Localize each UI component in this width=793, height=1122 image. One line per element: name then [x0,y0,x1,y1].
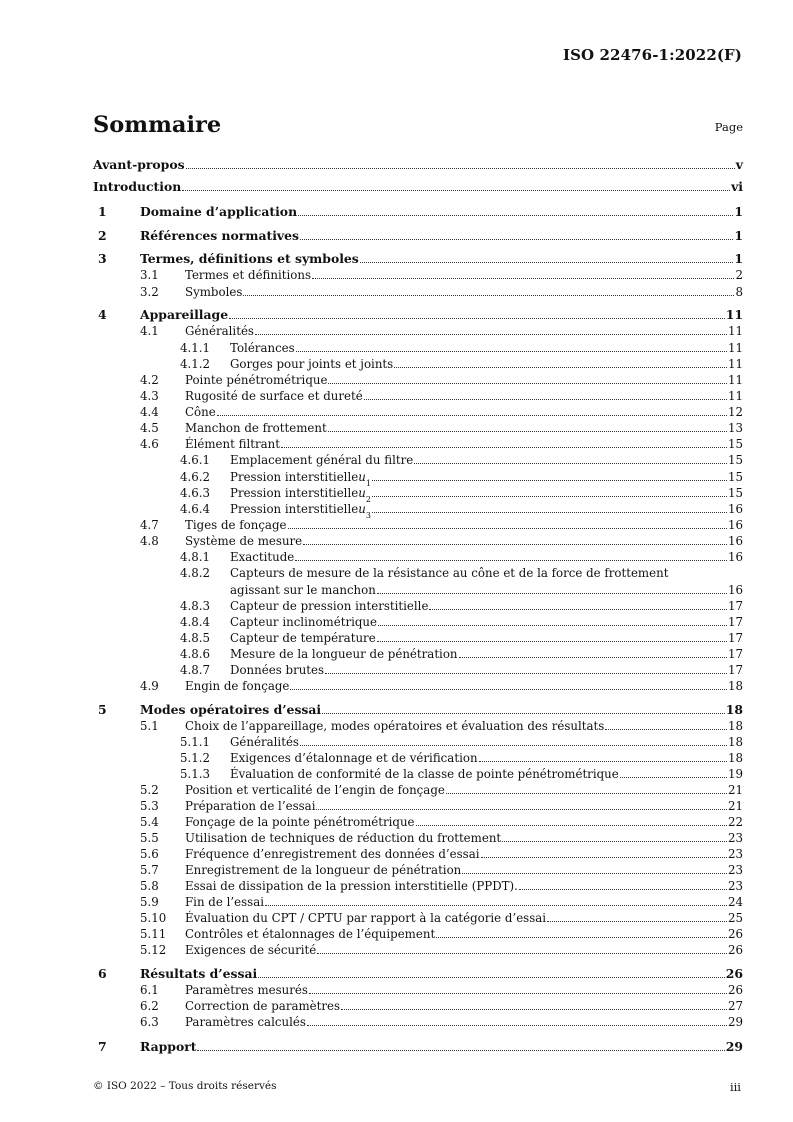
page-title: Sommaire [93,112,222,138]
toc-entry-number: 4.7 [140,518,159,532]
toc-entry-label: Évaluation de conformité de la classe de pointe pénétrométrique [230,767,619,781]
toc-entry-label: Généralités [230,735,299,749]
toc-entry[interactable]: 4.6.4 Pression interstitielle u 3 16 [180,502,743,520]
toc-entry[interactable] [93,324,743,338]
toc-entry-page: 18 [727,751,743,765]
toc-entry-page: 18 [727,679,743,693]
toc-entry-number: 3.1 [140,268,159,282]
toc-entry-number: 2 [98,228,107,243]
toc-entry-page: v [735,157,743,172]
toc-entry-number: 5.1.1 [180,735,211,749]
toc-entry-page: 16 [727,534,743,548]
toc-entry-label: Essai de dissipation de la pression interstitielle (PPDT). [185,879,518,893]
toc-entry-page: 21 [727,799,743,813]
toc-entry-page: 17 [727,599,743,613]
toc-entry-label: Pression interstitielle [230,486,359,500]
leader-dots [288,528,727,529]
toc-entry-number: 4.8.6 [180,647,211,661]
toc-entry[interactable] [93,341,743,355]
toc-entry-number: 4.6.1 [180,453,211,467]
toc-entry[interactable] [93,308,743,322]
toc-entry-number: 5.1 [140,719,159,733]
toc-entry-number: 6 [98,966,107,981]
toc-entry-page: 2 [735,268,743,282]
toc-entry-page: 18 [725,702,743,717]
toc-entry-label: Rugosité de surface et dureté [185,389,363,403]
leader-dots [547,921,727,922]
toc-entry-label: Choix de l’appareillage, modes opératoires et évaluation des résultats [185,719,605,733]
toc-entry-page: vi [731,179,743,194]
leader-dots [300,745,727,746]
toc-entry[interactable] [93,895,743,909]
toc-entry[interactable] [93,252,743,266]
toc-entry[interactable] [93,663,743,677]
toc-entry-page: 11 [727,324,743,338]
toc-entry-label: Exigences de sécurité [185,943,317,957]
toc-entry-page: 13 [727,421,743,435]
toc-entry-page: 26 [725,966,743,981]
toc-entry-label: Exigences d’étalonnage et de vérification [230,751,478,765]
toc-entry-label: Cône [185,405,216,419]
toc-entry[interactable] [93,863,743,877]
toc-entry-label: Capteur de pression interstitielle [230,599,429,613]
leader-dots [605,729,727,730]
toc-entry[interactable] [93,229,743,243]
toc-entry[interactable] [93,847,743,861]
toc-entry[interactable] [93,1015,743,1029]
toc-entry-page: 1 [734,251,743,266]
leader-dots [258,977,725,978]
leader-dots [378,625,727,626]
toc-entry-label: Fréquence d’enregistrement des données d’essai [185,847,480,861]
toc-entry-number: 4.8 [140,534,159,548]
toc-entry-number: 4.4 [140,405,159,419]
copyright-footer: © ISO 2022 – Tous droits réservés [93,1080,277,1092]
toc-entry-number: 6.1 [140,983,159,997]
toc-entry[interactable] [93,799,743,813]
toc-entry-page: 23 [727,831,743,845]
toc-entry-label: Capteur de température [230,631,376,645]
toc-entry-label: Fonçage de la pointe pénétrométrique [185,815,415,829]
toc-entry-number: 5.8 [140,879,159,893]
toc-entry[interactable] [93,158,743,172]
toc-entry-label: Termes, définitions et symboles [140,251,359,266]
leader-dots [229,318,725,319]
toc-entry-page: 11 [727,389,743,403]
leader-dots [300,239,733,240]
toc-entry-page: 18 [727,735,743,749]
leader-dots [519,889,727,890]
toc-entry-page: 11 [727,341,743,355]
toc-entry-label: Modes opératoires d’essai [140,702,322,717]
toc-entry-page: 19 [727,767,743,781]
toc-entry-page: 15 [727,470,743,484]
toc-entry-page: 27 [727,999,743,1013]
toc-entry-number: 4.1.2 [180,357,211,371]
leader-dots [459,657,727,658]
toc-entry-label: Manchon de frottement [185,421,327,435]
toc-entry-page: 8 [735,285,743,299]
toc-entry-label: Enregistrement de la longueur de pénétration [185,863,462,877]
toc-entry-number: 4 [98,307,107,322]
toc-entry-page: 15 [727,486,743,500]
toc-entry-page: 29 [727,1015,743,1029]
leader-dots [296,351,727,352]
leader-dots [436,937,727,938]
toc-entry-page: 23 [727,863,743,877]
toc-entry-number: 4.1 [140,324,159,338]
toc-entry[interactable] [93,719,743,733]
toc-entry-page: 17 [727,647,743,661]
toc-entry-number: 4.1.1 [180,341,211,355]
toc-entry-number: 6.3 [140,1015,159,1029]
toc-entry[interactable] [93,815,743,829]
toc-entry-label: Résultats d’essai [140,966,258,981]
toc-entry-label: Données brutes [230,663,325,677]
leader-dots [325,673,727,674]
toc-entry-number: 4.6.4 [180,502,211,516]
leader-dots [265,905,727,906]
toc-entry-page: 23 [727,879,743,893]
toc-entry-label: Emplacement général du filtre [230,453,414,467]
leader-dots [316,809,727,810]
toc-entry-number: 5.4 [140,815,159,829]
leader-dots [281,447,727,448]
toc-entry-page: 11 [727,357,743,371]
leader-dots [364,399,727,400]
toc-entry-number: 5.2 [140,783,159,797]
toc-entry[interactable] [93,534,743,548]
toc-entry[interactable] [93,268,743,282]
toc-entry-number: 7 [98,1039,107,1054]
toc-entry-label: Domaine d’application [140,204,298,219]
toc-entry[interactable] [93,879,743,893]
leader-dots [372,480,727,481]
leader-dots [217,415,727,416]
toc-entry-number: 4.3 [140,389,159,403]
toc-entry-number: 3 [98,251,107,266]
toc-entry-number: 5.6 [140,847,159,861]
toc-entry-label: Paramètres calculés [185,1015,306,1029]
toc-entry[interactable] [93,566,743,580]
leader-dots [372,512,727,513]
toc-entry-page: 1 [734,228,743,243]
toc-entry-label: Correction de paramètres [185,999,341,1013]
toc-entry[interactable] [93,205,743,219]
toc-entry-page: 17 [727,615,743,629]
leader-dots [341,1009,727,1010]
toc-entry-number: 5.3 [140,799,159,813]
toc-entry-label: Appareillage [140,307,229,322]
toc-entry-number: 4.6 [140,437,159,451]
toc-entry[interactable] [93,180,743,194]
leader-dots [182,190,730,191]
leader-dots [312,278,734,279]
toc-entry-label: Système de mesure [185,534,303,548]
toc-entry-number: 3.2 [140,285,159,299]
toc-entry-label: Exactitude [230,550,295,564]
toc-entry[interactable] [93,767,743,781]
toc-entry-number: 4.8.5 [180,631,211,645]
toc-entry-label: Mesure de la longueur de pénétration [230,647,458,661]
toc-entry-page: 21 [727,783,743,797]
toc-entry-label: Avant-propos [93,157,185,172]
toc-entry-label: Fin de l’essai [185,895,265,909]
toc-entry-number: 5.9 [140,895,159,909]
toc-entry[interactable]: 4.6.2 Pression interstitielle u 1 15 [180,470,743,488]
toc-entry[interactable] [93,373,743,387]
toc-entry[interactable] [93,943,743,957]
leader-dots [298,215,733,216]
leader-dots [414,463,727,464]
toc-entry-page: 16 [727,550,743,564]
toc-entry[interactable] [93,735,743,749]
toc-entry-label: Tolérances [230,341,295,355]
leader-dots [197,1050,724,1051]
toc-entry-label: Généralités [185,324,254,338]
toc-entry-label: agissant sur le manchon [230,583,376,597]
toc-entry-page: 22 [727,815,743,829]
toc-entry-label: Tiges de fonçage [185,518,287,532]
leader-dots [307,1025,727,1026]
leader-dots [328,431,727,432]
leader-dots [309,993,727,994]
toc-entry-number: 4.9 [140,679,159,693]
toc-entry-page: 12 [727,405,743,419]
toc-entry[interactable] [93,453,743,467]
toc-entry-number: 5.11 [140,927,167,941]
leader-dots [416,825,727,826]
toc-entry-label: Pression interstitielle [230,470,359,484]
toc-entry-number: 4.5 [140,421,159,435]
leader-dots [502,841,727,842]
toc-entry-page: 24 [727,895,743,909]
symbol-u: u [358,502,366,516]
toc-entry-page: 16 [727,518,743,532]
toc-entry[interactable] [93,599,743,613]
toc-entry[interactable] [93,911,743,925]
toc-entry[interactable] [93,405,743,419]
page-column-label: Page [714,120,743,134]
toc-entry[interactable]: 4.6.3 Pression interstitielle u 2 15 [180,486,743,504]
toc-entry-page: 23 [727,847,743,861]
leader-dots [322,713,725,714]
toc-entry[interactable] [93,631,743,645]
toc-entry[interactable] [93,783,743,797]
toc-entry-label: Termes et définitions [185,268,312,282]
toc-entry-page: 26 [727,943,743,957]
toc-entry-label: Engin de fonçage [185,679,290,693]
toc-entry-number: 5.5 [140,831,159,845]
toc-entry-number: 4.8.4 [180,615,211,629]
toc-entry[interactable] [93,831,743,845]
toc-entry-number: 4.8.1 [180,550,211,564]
toc-entry-label: Évaluation du CPT / CPTU par rapport à la catégorie d’essai [185,911,547,925]
toc-entry-page: 26 [727,927,743,941]
toc-entry-label: Rapport [140,1039,197,1054]
toc-entry-page: 11 [727,373,743,387]
toc-entry[interactable] [93,751,743,765]
toc-entry-page: 15 [727,437,743,451]
leader-dots [377,593,727,594]
toc-entry[interactable] [93,703,743,717]
toc-entry-page: 26 [727,983,743,997]
leader-dots [303,544,727,545]
toc-entry-number: 5.1.2 [180,751,211,765]
toc-entry-page: 11 [725,307,743,322]
leader-dots [462,873,727,874]
toc-entry-number: 1 [98,204,107,219]
toc-entry[interactable] [93,615,743,629]
leader-dots [255,334,727,335]
leader-dots [479,761,727,762]
toc-entry-number: 4.8.3 [180,599,211,613]
toc-entry-page: 15 [727,453,743,467]
leader-dots [377,641,727,642]
leader-dots [620,777,727,778]
toc-entry[interactable] [93,583,743,597]
leader-dots [360,262,734,263]
leader-dots [446,793,727,794]
leader-dots [481,857,727,858]
leader-dots [372,496,727,497]
toc-entry-label: Position et verticalité de l’engin de fonçage [185,783,445,797]
toc-entry-label: Paramètres mesurés [185,983,308,997]
toc-entry[interactable] [93,983,743,997]
toc-entry-page: 16 [727,502,743,516]
standard-reference: ISO 22476-1:2022(F) [562,46,742,64]
toc-entry-number: 6.2 [140,999,159,1013]
toc-entry[interactable] [93,550,743,564]
toc-entry-number: 4.6.3 [180,486,211,500]
symbol-u: u [358,486,366,500]
toc-entry-page: 1 [734,204,743,219]
toc-entry-page: 25 [727,911,743,925]
toc-entry-number: 4.8.2 [180,566,211,580]
toc-entry-label: Utilisation de techniques de réduction du frottement [185,831,502,845]
toc-entry[interactable] [93,285,743,299]
toc-entry-number: 5.7 [140,863,159,877]
toc-entry[interactable] [93,679,743,693]
toc-entry-label: Pointe pénétrométrique [185,373,328,387]
toc-entry-page: 17 [727,631,743,645]
toc-entry[interactable] [93,927,743,941]
leader-dots [317,953,727,954]
leader-dots [328,383,727,384]
toc-entry-label: Introduction [93,179,182,194]
toc-entry-number: 4.8.7 [180,663,211,677]
page-number: iii [729,1080,741,1094]
toc-entry-label: Capteurs de mesure de la résistance au cône et de la force de frottement [230,566,669,580]
toc-entry-number: 4.2 [140,373,159,387]
leader-dots [243,295,734,296]
toc-entry-page: 29 [725,1039,743,1054]
toc-entry-label: Préparation de l’essai [185,799,316,813]
toc-entry[interactable] [93,518,743,532]
toc-entry[interactable] [93,1040,743,1054]
toc-entry[interactable] [93,647,743,661]
toc-entry-number: 5.12 [140,943,167,957]
toc-entry-number: 4.6.2 [180,470,211,484]
leader-dots [394,367,727,368]
toc-entry-label: Élément filtrant [185,437,281,451]
toc-entry-label: Pression interstitielle [230,502,359,516]
toc-entry-page: 16 [727,583,743,597]
toc-entry[interactable] [93,437,743,451]
symbol-u: u [358,470,366,484]
toc-entry-label: Symboles [185,285,243,299]
toc-entry-page: 18 [727,719,743,733]
toc-entry[interactable] [93,357,743,371]
toc-entry-page: 17 [727,663,743,677]
toc-entry-number: 5.10 [140,911,167,925]
toc-entry[interactable] [93,389,743,403]
leader-dots [290,689,727,690]
toc-entry[interactable] [93,421,743,435]
toc-entry-label: Références normatives [140,228,299,243]
leader-dots [295,560,727,561]
leader-dots [186,168,735,169]
toc-entry[interactable] [93,967,743,981]
toc-entry[interactable] [93,999,743,1013]
toc-entry-number: 5 [98,702,107,717]
leader-dots [429,609,727,610]
toc-entry-label: Capteur inclinométrique [230,615,377,629]
toc-entry-label: Gorges pour joints et joints [230,357,394,371]
toc-entry-label: Contrôles et étalonnages de l’équipement [185,927,436,941]
toc-entry-number: 5.1.3 [180,767,211,781]
